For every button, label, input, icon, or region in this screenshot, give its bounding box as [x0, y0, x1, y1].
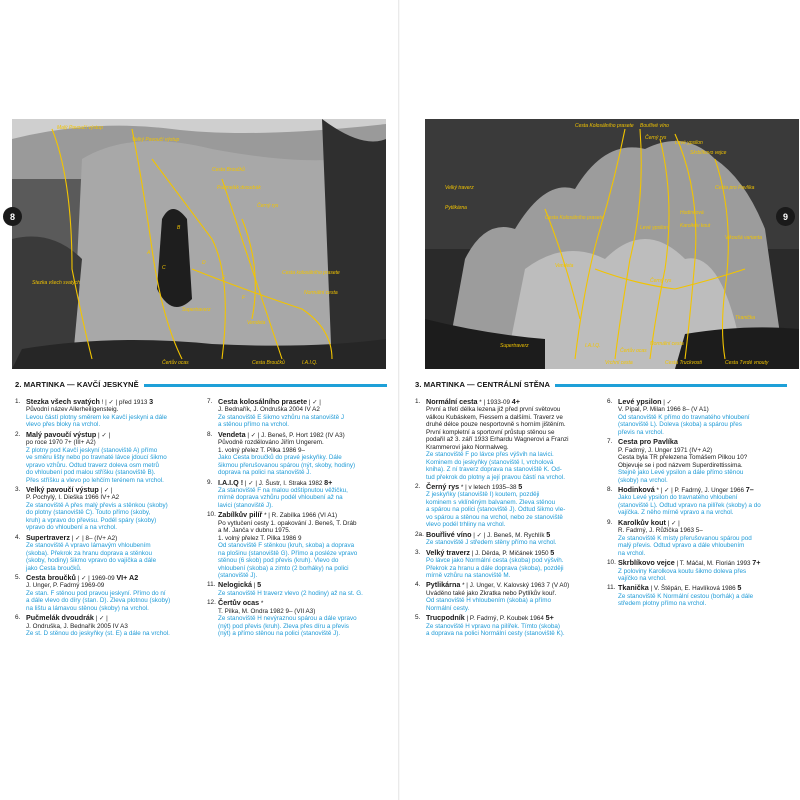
route-meta: v letech 1935–38 — [466, 483, 519, 491]
route-info-line: Krammerovi jako Normalweg. — [426, 443, 509, 451]
route-name: Černý rys — [426, 481, 460, 491]
topo-label: Čertův ocas — [162, 360, 189, 366]
route-description-line: (nýt) pod převis (kruh). Zleva přes díru a převis — [218, 622, 349, 630]
route-entry — [207, 511, 392, 579]
route-name: Zabílkův pilíř — [218, 510, 263, 520]
route-description-line: kniha). Z ní traverz doprava na stanoviště K. Od- — [426, 466, 562, 474]
topo-label: Supertraverz — [500, 343, 529, 349]
route-flags: | ✓ | — [307, 399, 321, 406]
route-flags: | — [251, 582, 256, 590]
route-number: 1. — [15, 398, 21, 405]
route-flags: | ✓ | — [69, 534, 84, 542]
route-info-line: podařil až 3. září 1933 Erhardu Wagnerovi a Franzi — [426, 436, 569, 444]
route-number: 6. — [607, 398, 613, 405]
route-number: 11. — [607, 584, 616, 592]
route-name: Nelogická — [218, 580, 252, 590]
kavci-jeskyne-topo-photo — [12, 119, 386, 369]
route-flags: | ✓ | — [471, 531, 486, 539]
topo-label: Cesta Kolosálního prasete — [545, 215, 604, 221]
route-entry — [15, 486, 205, 532]
topo-label: Vendeta — [555, 263, 574, 269]
route-description-line: mírně vzhůru na stanoviště M. — [426, 571, 511, 579]
route-info-line: P. Pochylý, I. Dieška 1966 IV+ A2 — [26, 494, 120, 502]
route-entry — [207, 599, 392, 637]
route-grade: 8+ — [324, 477, 333, 487]
route-description-line: Ze stan. F stěnou pod pravou jeskyní. Přímo do ní — [26, 589, 166, 597]
section-title: 2. MARTINKA — KAVČÍ JESKYNĚ — [15, 380, 144, 389]
route-info-line: První kompletní a sportovní průstup stěnou se — [426, 428, 555, 436]
route-description-line: Kominem do jeskyňky (stanoviště I, vrcholová — [426, 458, 554, 466]
right-page — [400, 0, 800, 800]
route-name: Hodinková — [618, 484, 655, 494]
topo-label: Čertův ocas — [620, 348, 647, 354]
route-flags: | ✓ | — [98, 486, 113, 494]
topo-label: Tkanička — [735, 315, 756, 321]
route-description-line: kruh) a vpravo do převisu. Podél spáry (skoby) — [26, 516, 157, 524]
topo-label: C — [162, 265, 166, 271]
route-heading — [607, 519, 792, 527]
route-heading — [415, 398, 605, 406]
route-description-line: vajíčko na vrchol. — [618, 574, 667, 582]
route-description-line: Od stanoviště H vhloubením (skoba) a přímo — [426, 597, 551, 605]
route-description-line: Ze stanoviště A vpravo lámavým vhloubením — [26, 542, 151, 550]
route-flags: | ✓ — [661, 399, 672, 406]
topo-label: Pytlikárna — [445, 205, 467, 211]
route-heading — [415, 581, 605, 589]
route-name: Trucpodník — [426, 613, 465, 623]
topo-label: Velký Pavoučí výstup — [132, 137, 180, 143]
route-entry — [207, 431, 392, 477]
route-entry — [607, 559, 792, 582]
route-number: 3. — [15, 485, 21, 493]
route-entry — [607, 519, 792, 557]
route-heading — [607, 486, 792, 494]
topo-label: Bouřlivé víno — [640, 123, 669, 129]
route-description-line: vlevo podél trhliny na vrchol. — [426, 521, 506, 529]
route-info-line: V. Pípal, P. Milan 1966 8– (V A1) — [618, 406, 709, 414]
route-heading — [415, 549, 605, 557]
route-number: 2a. — [415, 530, 424, 538]
topo-label: I.A.I.Q. — [585, 343, 601, 349]
route-heading — [207, 398, 392, 406]
route-flags: * — [259, 600, 264, 608]
topo-label: B — [177, 225, 181, 231]
topo-label: Cesta kolosálního prasete — [282, 270, 340, 276]
route-name: Velký traverz — [426, 547, 470, 557]
route-entry — [15, 534, 205, 572]
route-info-line: R. Fadrný, J. Růžička 1963 5– — [618, 527, 703, 535]
topo-label: E — [222, 275, 226, 281]
route-description-line: malý převis. Odtud vpravo a dále vhloubením — [618, 542, 745, 550]
topo-label: Malý Pavoučí výstup — [57, 125, 103, 131]
route-description-line: vhloubení (skoba) a zimto (2 borháky) na polici — [218, 564, 349, 572]
route-meta: před 1913 — [117, 399, 150, 406]
route-grade: 5 — [737, 583, 742, 593]
topo-label: Karolkův kout — [680, 223, 711, 229]
route-description-line: Od stanoviště F stěnkou (kruh, skoba) a doprava — [218, 542, 355, 550]
route-description-line: Za stanoviště F na malou odštípnutou věžičku, — [218, 486, 348, 494]
route-number: 10. — [207, 511, 216, 519]
route-description-line: vpravo vzhůru. Odtud traverz doleva osm metrů — [26, 461, 159, 469]
route-description-line: a spárou na polici (stanoviště J). Odtud šikmo vle- — [426, 506, 566, 514]
route-info-line: T. Pilka, M. Ondra 1982 9– (VII A3) — [218, 607, 316, 615]
route-description-line: kominem s vklíněným balvanem. Zleva stěnou — [426, 498, 556, 506]
topo-label: F — [242, 295, 246, 301]
route-number: 6. — [15, 614, 21, 622]
route-heading — [15, 534, 205, 542]
route-info-line: Po vytlučení cesty 1. opakování J. Beneš, T. Dráb — [218, 519, 357, 527]
route-flags: | — [674, 560, 679, 568]
route-entry — [207, 581, 392, 597]
route-grade: 5 — [257, 580, 262, 590]
route-description-line: a stěnou přímo na vrchol. — [218, 421, 290, 429]
topo-photo-left — [12, 119, 386, 369]
route-column-1 — [15, 398, 205, 640]
route-meta: T. Máčal, M. Florián 1993 — [678, 560, 753, 568]
route-name: Supertraverz — [26, 532, 70, 542]
route-entry — [607, 398, 792, 436]
route-description-line: jako Cesta broučků. — [26, 564, 82, 572]
topo-label: Černý rys — [257, 203, 279, 209]
route-column-2 — [207, 398, 392, 640]
topo-label: Cesta Truckvosti — [665, 360, 702, 366]
route-description-line: (stanoviště L). Odtud vpravo na pilířek (skoby) a do — [618, 501, 761, 509]
route-heading — [607, 584, 792, 592]
route-flags: * | — [460, 582, 468, 590]
route-name: Čertův ocas — [218, 598, 260, 608]
route-meta: J. Unger, V. Kalovský 1963 7 (V A0) — [467, 582, 570, 590]
topo-label: Hodinková — [680, 210, 704, 216]
route-entry — [15, 574, 205, 612]
route-grade: 5 — [546, 529, 551, 539]
route-description-line: Levou částí plotny směrem ke Kavčí jeskyni a dále — [26, 413, 168, 421]
route-entry — [207, 479, 392, 510]
topo-label: Cesta Kolosálního prasete — [575, 123, 634, 129]
route-meta: 1969-09 — [89, 574, 117, 582]
route-description-line: (stanoviště J). — [218, 571, 258, 579]
route-description-line: na lištu a lámavou stěnou (skoby) na vrchol. — [26, 604, 149, 612]
route-flags: | ✓ | — [243, 479, 257, 487]
topo-label: Černý rys — [645, 135, 667, 141]
route-entry — [15, 398, 205, 429]
route-description-line: Ze stanoviště F po lávce přes výšvih na lavici. — [426, 451, 554, 459]
route-meta: P. Fadrný, J. Unger 1966 — [672, 486, 746, 494]
route-heading — [415, 483, 605, 491]
route-meta: V. Štěpán, E. Havlíková 1986 — [652, 585, 738, 593]
topo-label: Cesta Broučků — [212, 167, 245, 173]
route-description-line: do vhloubení pod malou stříšku (stanoviště B). — [26, 469, 156, 477]
route-description-line: (nýt) a přímo stěnou na polici (stanoviště J). — [218, 630, 341, 638]
route-flags: | — [469, 549, 474, 557]
route-number: 10. — [607, 559, 616, 567]
route-grade: 5 — [518, 481, 523, 491]
route-description-line: Ze stanoviště K Normální cestou (borhák) a dále — [618, 592, 754, 600]
route-info-line: J. Unger, P. Fadrný 1969-09 — [26, 582, 105, 590]
route-entry — [415, 581, 605, 612]
route-description-line: doprava na polici na stanoviště J. — [218, 469, 312, 477]
route-description-line: Ze stanoviště K místy přerušovanou spárou pod — [618, 534, 752, 542]
route-number: 1. — [415, 398, 421, 405]
route-name: Pučmelák dvoudrák — [26, 613, 94, 623]
route-description-line: na plošinu (stanoviště G). Přímo a posléze vpravo — [218, 549, 358, 557]
route-meta: 8– (IV+ A2) — [83, 534, 118, 542]
route-description-line: ve směru lišty nebo po travnaté lávce jdoucí šikmo — [26, 454, 167, 462]
route-description-line: vo spárou a stěnou na vrchol, nebo ze stanoviště — [426, 513, 563, 521]
route-info-line: J. Ondruška, J. Bednařík 2005 IV A3 — [26, 622, 128, 630]
topo-label: Cesta Tvrdé vnouty — [725, 360, 769, 366]
route-entry — [607, 486, 792, 517]
route-number: 9. — [607, 518, 613, 526]
route-flags: | — [464, 615, 469, 623]
route-name: I.A.I.Q ! — [218, 477, 244, 487]
route-flags: * | — [459, 483, 467, 491]
route-info-line: Uváděno také jako Zkratka nebo Pytlíkův kouř. — [426, 589, 557, 597]
route-name: Malý pavoučí výstup — [26, 429, 97, 439]
topo-photo-right — [425, 119, 799, 369]
route-description-line: Z jeskyňky (stanoviště I) koutem, později — [426, 491, 540, 499]
topo-label: Velký traverz — [445, 185, 474, 191]
route-description-line: středem plotny přímo na vrchol. — [618, 600, 707, 608]
route-heading — [607, 438, 792, 446]
route-description-line: stěnou (6 skob) pod převis (kruh). Vlevo do — [218, 557, 339, 565]
route-name: Normální cesta — [426, 397, 478, 406]
route-entry — [607, 584, 792, 607]
route-grade: VI+ A2 — [116, 572, 139, 582]
route-grade: 4+ — [511, 397, 520, 406]
route-number: 3. — [415, 548, 421, 556]
topo-label: Vikoušá varianta — [725, 235, 762, 241]
route-description-line: Z poloviny Karolkova koutu šikmo doleva přes — [618, 567, 747, 575]
topo-label: Levé ypsilon — [675, 140, 703, 146]
route-description-line: mírně doprava vzhůru podél vhloubení až na — [218, 494, 343, 502]
route-number: 11. — [207, 581, 216, 589]
route-meta: R. Zabílka 1966 (VI A1) — [269, 512, 338, 520]
route-heading — [207, 479, 392, 487]
route-number: 2. — [415, 482, 421, 490]
route-number: 7. — [607, 438, 613, 446]
topo-label: A — [147, 250, 151, 256]
topo-label: Levé ypsilon — [640, 225, 668, 231]
route-entry — [415, 398, 605, 481]
route-number: 2. — [15, 430, 21, 438]
route-name: Karolkův kout — [618, 517, 666, 527]
centralni-stena-topo-photo — [425, 119, 799, 369]
route-entry — [15, 614, 205, 637]
route-name: Cesta broučků — [26, 572, 76, 582]
route-name: Bouřlivé víno — [426, 529, 472, 539]
section-title: 3. MARTINKA — CENTRÁLNÍ STĚNA — [415, 380, 555, 389]
route-flags: * | — [477, 399, 486, 406]
route-grade: 7+ — [752, 558, 761, 568]
route-heading — [207, 581, 392, 589]
route-description-line: vpravo do vhloubení a na vrchol. — [26, 524, 118, 532]
route-name: Stezka všech svatých — [26, 397, 100, 406]
route-meta: J. Beneš, M. Rychlík — [485, 531, 547, 539]
route-column-2 — [607, 398, 792, 610]
section-header — [415, 381, 787, 390]
route-number: 8. — [607, 485, 613, 493]
route-description-line: šikmou přerušovanou spárou (nýt, skoby, hodiny) — [218, 461, 356, 469]
route-entry — [207, 398, 392, 429]
route-name: Tkanička — [618, 583, 649, 593]
route-number: 9. — [207, 478, 213, 486]
route-info-line: Původní název Allerheiligensteig. — [26, 406, 119, 414]
route-entry — [415, 614, 605, 637]
route-description-line: na vrchol. — [618, 549, 646, 557]
route-name: Skrblíkovo vejce — [618, 558, 675, 568]
route-description-line: převis na vrchol. — [618, 428, 664, 436]
topo-label: Stezka všech svatých — [32, 280, 81, 286]
route-grade: 5 — [550, 547, 555, 557]
route-number: 5. — [415, 614, 421, 622]
route-description-line: tud překrok do plotny a její pravou částí na vrchol. — [426, 473, 565, 481]
route-description-line: Z plotny pod Kavčí jeskyní (stanoviště A) přímo — [26, 446, 158, 454]
route-meta: P. Fadrný, P. Koubek 1964 — [468, 615, 546, 623]
route-info-line: Objevuje se i pod názvem Superdirettissima. — [618, 461, 743, 469]
route-heading — [207, 431, 392, 439]
route-description-line: a doprava na polici Normální cesty (stanoviště K). — [426, 630, 565, 638]
route-grade: 3 — [149, 397, 154, 406]
route-info-line: P. Fadrný, J. Unger 1971 (IV+ A2) — [618, 446, 713, 454]
route-grade: 5+ — [545, 613, 554, 623]
route-description-line: vajíčka. Z něho mírně vpravo a na vrchol. — [618, 509, 734, 517]
route-meta: 1933-09 — [485, 399, 512, 406]
route-info-line: válkou Kubáskem, Fiessem a dalšími. Traverz ve — [426, 413, 563, 421]
route-description-line: Ze stanoviště J středem stěny přímo na vrchol. — [426, 539, 557, 547]
route-flags: * | ✓ | — [654, 486, 673, 494]
route-number: 8. — [207, 430, 213, 438]
route-description-line: Ze stanoviště A přes malý převis a stěnkou (skoby) — [26, 501, 168, 509]
route-grade: 7– — [745, 484, 754, 494]
topo-label: Vendeta — [247, 320, 266, 326]
route-number: 4. — [415, 581, 421, 589]
route-description-line: (skoby) na vrchol. — [618, 476, 668, 484]
route-name: Velký pavoučí výstup — [26, 484, 99, 494]
topo-label: Pučmelák dvoudrák — [217, 185, 261, 191]
route-name: Cesta pro Pavlíka — [618, 437, 678, 447]
route-flags: | ✓ | — [93, 615, 108, 623]
topo-label: Supertraverz — [182, 307, 211, 313]
route-entry — [15, 431, 205, 484]
route-flags: * | — [262, 512, 270, 520]
topo-label: Normální cesta — [650, 341, 684, 347]
route-description-line: Normální cesty. — [426, 604, 470, 612]
route-info-line: 1. volný přelez T. Pilka 1986 9– — [218, 446, 306, 454]
topo-label: Skrblíkovo vejce — [690, 150, 727, 156]
route-description-line: Od stanoviště K přímo do travnatého vhloubení — [618, 413, 750, 421]
route-info-line: J. Bednařík, J. Ondruška 2004 IV A2 — [218, 406, 320, 414]
route-heading — [207, 599, 392, 607]
route-description-line: (stanoviště L). Doleva (skoba) a spárou přes — [618, 421, 742, 429]
route-flags: | ✓ | — [75, 574, 90, 582]
route-number: 7. — [207, 398, 213, 405]
route-description-line: Ze st. D stěnou do jeskyňky (st. E) a dále na vrchol. — [26, 630, 170, 638]
route-heading — [15, 398, 205, 406]
route-description-line: lavici (stanoviště J). — [218, 501, 273, 509]
route-description-line: Ze stanoviště H nevýraznou spárou a dále vpravo — [218, 615, 357, 623]
route-name: Vendeta — [218, 429, 246, 439]
route-number: 12. — [207, 599, 216, 607]
route-name: Cesta kolosálního prasete — [218, 397, 308, 406]
route-number: 4. — [15, 533, 21, 541]
route-heading — [415, 531, 605, 539]
route-description-line: Ze stanoviště E šikmo vzhůru na stanoviště J — [218, 413, 344, 421]
route-heading — [15, 574, 205, 582]
route-description-line: (skoba). Překrok za hranu doprava a stěnkou — [26, 549, 153, 557]
route-heading — [607, 559, 792, 567]
route-description-line: (skoby, hodiny) šikmo vpravo do vajíčka a dále — [26, 557, 157, 565]
route-description-line: a dále vlevo do díry (stan. D). Zleva plotnou (skoby) — [26, 597, 171, 605]
topo-label: Cesta pro Pavlíka — [715, 185, 755, 191]
route-number: 5. — [15, 573, 21, 581]
route-column-1 — [415, 398, 605, 640]
route-heading — [207, 511, 392, 519]
route-description-line: Ze stanoviště H traverz vlevo (2 hodiny) až na st. G. — [218, 589, 363, 597]
topo-label: Normální cesta — [304, 290, 338, 296]
route-heading — [15, 431, 205, 439]
route-flags: | ✓ | — [245, 431, 260, 439]
route-entry — [415, 531, 605, 547]
route-description-line: Jako Levé ypsilon do travnatého vhloubení — [618, 494, 738, 502]
route-description-line: Stejně jako Levé ypsilon a dále přímo stěnou — [618, 469, 744, 477]
topo-label: Vrchní cesta — [605, 360, 633, 366]
route-entry — [415, 483, 605, 529]
route-heading — [415, 614, 605, 622]
route-meta: J. Děrda, P. Mičánek 1950 — [473, 549, 551, 557]
route-heading — [15, 614, 205, 622]
route-info-line: a M. Janča v dubnu 1975. — [218, 527, 291, 535]
route-meta: J. Beneš, P. Hort 1982 (IV A3) — [259, 431, 345, 439]
route-info-line: Cesta byla TR přelezena Tomášem Pilkou 10? — [618, 454, 748, 462]
route-info-line: druhé délce pouze nesportovně s horním jištěním. — [426, 421, 566, 429]
route-flags: | — [648, 585, 653, 593]
route-name: Pytlikárna — [426, 580, 461, 590]
page-number-badge: 9 — [776, 207, 795, 226]
route-flags: ! | ✓ | — [99, 399, 118, 406]
route-flags: | ✓ | — [96, 431, 111, 439]
route-heading — [15, 486, 205, 494]
route-description-line: Překrok za hranu a dále doprava (skoba), později — [426, 564, 564, 572]
topo-label: I.A.I.Q. — [302, 360, 318, 366]
topo-label: Černý rys — [650, 278, 672, 284]
topo-label: Cesta Broučků — [252, 360, 285, 366]
route-description-line: Po lávce jako Normální cesta (skoba) pod výšvih. — [426, 557, 564, 565]
section-header — [15, 381, 387, 390]
route-flags: | ✓ | — [665, 519, 680, 527]
route-info-line: 1. volný přelez T. Pilka 1986 9 — [218, 534, 302, 542]
route-heading — [607, 398, 792, 406]
route-info-line: po roce 1970 7+ (III+ A2) — [26, 439, 96, 447]
route-entry — [415, 549, 605, 580]
route-description-line: vlevo přes bloky na vrchol. — [26, 421, 101, 429]
route-description-line: do plotny (stanoviště C). Touto přímo (skoby, — [26, 509, 151, 517]
route-name: Levé ypsilon — [618, 397, 662, 406]
route-meta: J. Šustr, I. Straka 1982 — [256, 479, 325, 487]
route-description-line: Ze stanoviště H vpravo na pilířek. Tímto (skoba) — [426, 622, 560, 630]
route-info-line: První a třetí délka lezena již před první světovou — [426, 406, 561, 414]
route-info-line: Původně rozdělováno Jiřím Ungerem. — [218, 439, 324, 447]
route-description-line: Přes stříšku a vlevo po lehčím terénem na vrchol. — [26, 476, 164, 484]
topo-label: D — [202, 260, 206, 266]
route-entry — [607, 438, 792, 484]
route-description-line: Jako Cesta broučků do pravé jeskyňky. Dále — [218, 454, 342, 462]
page-number-badge: 8 — [3, 207, 22, 226]
